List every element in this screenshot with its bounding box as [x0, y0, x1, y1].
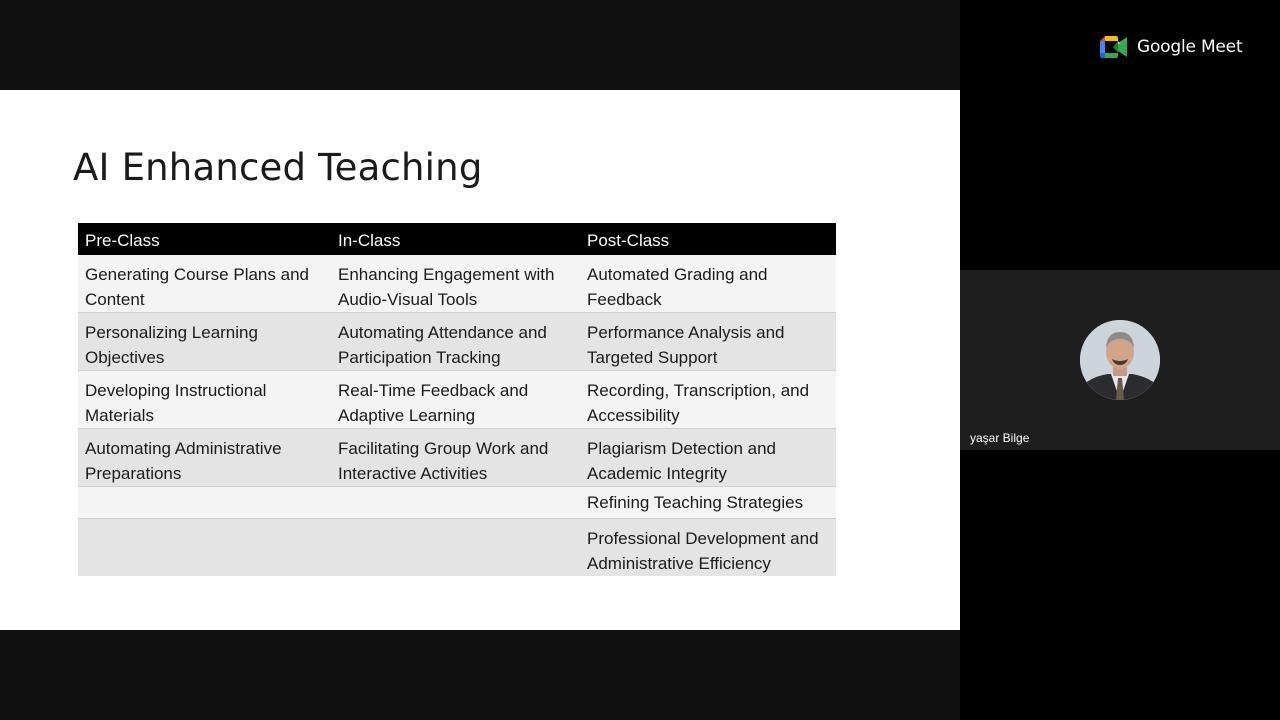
table-cell	[78, 519, 331, 577]
table-cell: Automating Attendance and Participation Tracking	[331, 313, 580, 371]
table-header-row	[78, 223, 836, 255]
table-cell: Recording, Transcription, and Accessibility	[580, 371, 836, 429]
slide-table	[78, 223, 836, 576]
slide-title: AI Enhanced Teaching	[73, 146, 483, 189]
table-cell: Plagiarism Detection and Academic Integrity	[580, 429, 836, 487]
table-cell: Real-Time Feedback and Adaptive Learning	[331, 371, 580, 429]
column-header-post-class: Post-Class	[580, 223, 836, 255]
column-header-in-class: In-Class	[331, 223, 580, 255]
table-row	[78, 487, 836, 519]
table-cell: Facilitating Group Work and Interactive Activities	[331, 429, 580, 487]
column-header-pre-class: Pre-Class	[78, 223, 331, 255]
table-cell	[331, 519, 580, 577]
participant-tile[interactable]	[960, 270, 1280, 450]
table-cell: Generating Course Plans and Content	[78, 255, 331, 313]
google-meet-logo-icon	[1100, 36, 1128, 58]
participant-avatar	[1080, 320, 1160, 400]
table-row	[78, 255, 836, 313]
table-cell: Personalizing Learning Objectives	[78, 313, 331, 371]
brand-name: Google Meet	[1137, 37, 1243, 57]
table-row	[78, 429, 836, 487]
table-row	[78, 313, 836, 371]
table-cell: Automating Administrative Preparations	[78, 429, 331, 487]
table-cell	[78, 487, 331, 519]
table-cell: Automated Grading and Feedback	[580, 255, 836, 313]
brand-header	[1100, 33, 1242, 61]
table-cell: Developing Instructional Materials	[78, 371, 331, 429]
table-cell	[331, 487, 580, 519]
table-cell: Enhancing Engagement with Audio-Visual Tools	[331, 255, 580, 313]
table-cell: Performance Analysis and Targeted Support	[580, 313, 836, 371]
table-row	[78, 519, 836, 577]
table-row	[78, 371, 836, 429]
table-cell: Refining Teaching Strategies	[580, 487, 836, 519]
table-cell: Professional Development and Administrative Efficiency	[580, 519, 836, 577]
participant-name: yaşar Bilge	[970, 431, 1030, 445]
